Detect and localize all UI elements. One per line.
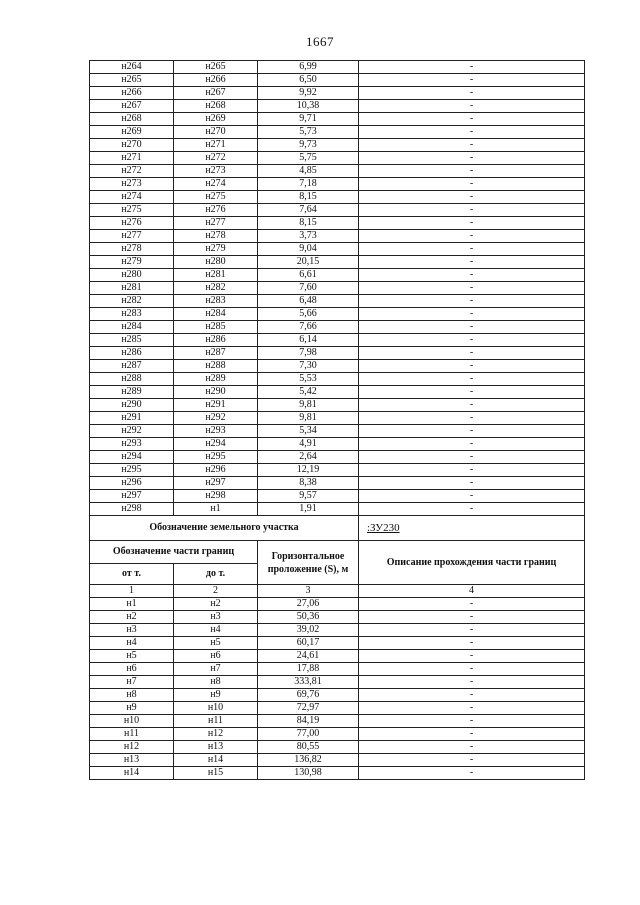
- cell-from-point: н265: [90, 74, 174, 87]
- table-row: [90, 87, 585, 100]
- cell-description: -: [359, 650, 585, 663]
- table-row: [90, 360, 585, 373]
- cell-from-point: н291: [90, 412, 174, 425]
- cell-from-point: н4: [90, 637, 174, 650]
- cell-from-point: н14: [90, 767, 174, 780]
- cell-description: -: [359, 611, 585, 624]
- cell-description: -: [359, 477, 585, 490]
- cell-length: 5,75: [258, 152, 359, 165]
- cell-from-point: н11: [90, 728, 174, 741]
- cell-from-point: н295: [90, 464, 174, 477]
- cell-from-point: н276: [90, 217, 174, 230]
- cell-from-point: н296: [90, 477, 174, 490]
- table-row: [90, 243, 585, 256]
- table-row: [90, 399, 585, 412]
- cell-length: 12,19: [258, 464, 359, 477]
- cell-to-point: н295: [174, 451, 258, 464]
- cell-from-point: н281: [90, 282, 174, 295]
- table-row: [90, 230, 585, 243]
- table-row: [90, 503, 585, 516]
- cell-to-point: н7: [174, 663, 258, 676]
- cell-length: 136,82: [258, 754, 359, 767]
- col-header-horizontal-length: Горизонтальное проложение (S), м: [258, 541, 359, 585]
- cell-from-point: н8: [90, 689, 174, 702]
- table-row: [90, 650, 585, 663]
- cell-from-point: н9: [90, 702, 174, 715]
- cell-length: 5,53: [258, 373, 359, 386]
- cell-from-point: н273: [90, 178, 174, 191]
- table-row: [90, 113, 585, 126]
- cell-to-point: н273: [174, 165, 258, 178]
- cell-description: -: [359, 100, 585, 113]
- cell-length: 7,66: [258, 321, 359, 334]
- cell-length: 8,38: [258, 477, 359, 490]
- cell-to-point: н15: [174, 767, 258, 780]
- cell-to-point: н271: [174, 139, 258, 152]
- cell-description: -: [359, 165, 585, 178]
- table-row: [90, 100, 585, 113]
- cell-from-point: н277: [90, 230, 174, 243]
- cell-to-point: н287: [174, 347, 258, 360]
- cell-length: 6,50: [258, 74, 359, 87]
- cell-length: 4,91: [258, 438, 359, 451]
- cell-length: 27,06: [258, 598, 359, 611]
- cell-from-point: н278: [90, 243, 174, 256]
- cell-from-point: н285: [90, 334, 174, 347]
- cell-length: 84,19: [258, 715, 359, 728]
- table-row: [90, 676, 585, 689]
- cell-description: -: [359, 269, 585, 282]
- cell-description: -: [359, 715, 585, 728]
- cell-length: 8,15: [258, 191, 359, 204]
- cell-description: -: [359, 728, 585, 741]
- cell-from-point: н7: [90, 676, 174, 689]
- cell-description: -: [359, 386, 585, 399]
- cell-to-point: н280: [174, 256, 258, 269]
- table-row: [90, 204, 585, 217]
- parcel-code: :ЗУ230: [359, 516, 585, 541]
- cell-description: -: [359, 152, 585, 165]
- table-row: [90, 663, 585, 676]
- cell-to-point: н8: [174, 676, 258, 689]
- cell-to-point: н284: [174, 308, 258, 321]
- cell-from-point: н293: [90, 438, 174, 451]
- table-row: [90, 347, 585, 360]
- cell-length: 4,85: [258, 165, 359, 178]
- cell-description: -: [359, 347, 585, 360]
- cell-to-point: н14: [174, 754, 258, 767]
- cell-to-point: н2: [174, 598, 258, 611]
- cell-from-point: н298: [90, 503, 174, 516]
- table-row: [90, 74, 585, 87]
- cell-from-point: н283: [90, 308, 174, 321]
- cell-length: 7,60: [258, 282, 359, 295]
- cell-to-point: н10: [174, 702, 258, 715]
- cell-from-point: н274: [90, 191, 174, 204]
- cell-length: 6,99: [258, 61, 359, 74]
- cell-description: -: [359, 464, 585, 477]
- cell-description: -: [359, 767, 585, 780]
- cell-from-point: н279: [90, 256, 174, 269]
- cell-length: 2,64: [258, 451, 359, 464]
- table-row: [90, 412, 585, 425]
- table-row: [90, 715, 585, 728]
- cell-description: -: [359, 676, 585, 689]
- cell-to-point: н285: [174, 321, 258, 334]
- cell-to-point: н279: [174, 243, 258, 256]
- cell-description: -: [359, 243, 585, 256]
- cell-to-point: н298: [174, 490, 258, 503]
- table-row: [90, 308, 585, 321]
- cell-to-point: н297: [174, 477, 258, 490]
- cell-length: 17,88: [258, 663, 359, 676]
- cell-length: 9,71: [258, 113, 359, 126]
- cell-to-point: н276: [174, 204, 258, 217]
- cell-from-point: н6: [90, 663, 174, 676]
- cell-to-point: н275: [174, 191, 258, 204]
- cell-length: 50,36: [258, 611, 359, 624]
- cell-from-point: н290: [90, 399, 174, 412]
- cell-description: -: [359, 204, 585, 217]
- cell-to-point: н272: [174, 152, 258, 165]
- cell-to-point: н265: [174, 61, 258, 74]
- cell-length: 39,02: [258, 624, 359, 637]
- cell-length: 5,66: [258, 308, 359, 321]
- cell-description: -: [359, 217, 585, 230]
- table-row: [90, 689, 585, 702]
- cell-length: 6,14: [258, 334, 359, 347]
- cell-to-point: н274: [174, 178, 258, 191]
- cell-from-point: н271: [90, 152, 174, 165]
- cell-description: -: [359, 663, 585, 676]
- parcel-label: Обозначение земельного участка: [90, 516, 359, 541]
- cell-to-point: н267: [174, 87, 258, 100]
- cell-length: 10,38: [258, 100, 359, 113]
- cell-from-point: н10: [90, 715, 174, 728]
- cell-length: 7,18: [258, 178, 359, 191]
- cell-from-point: н5: [90, 650, 174, 663]
- cell-from-point: н270: [90, 139, 174, 152]
- table-row: [90, 334, 585, 347]
- cell-from-point: н1: [90, 598, 174, 611]
- page-number: 1667: [306, 34, 334, 49]
- table-row: [90, 282, 585, 295]
- cell-description: -: [359, 689, 585, 702]
- cell-length: 5,34: [258, 425, 359, 438]
- cell-length: 24,61: [258, 650, 359, 663]
- cell-to-point: н288: [174, 360, 258, 373]
- cell-length: 1,91: [258, 503, 359, 516]
- cell-from-point: н289: [90, 386, 174, 399]
- cell-description: -: [359, 412, 585, 425]
- cell-to-point: н1: [174, 503, 258, 516]
- table-row: [90, 728, 585, 741]
- cell-to-point: н294: [174, 438, 258, 451]
- cell-description: -: [359, 598, 585, 611]
- cell-to-point: н283: [174, 295, 258, 308]
- table-row: [90, 702, 585, 715]
- cell-description: -: [359, 754, 585, 767]
- cell-description: -: [359, 191, 585, 204]
- cell-from-point: н12: [90, 741, 174, 754]
- cell-length: 6,48: [258, 295, 359, 308]
- cell-to-point: н11: [174, 715, 258, 728]
- cell-description: -: [359, 624, 585, 637]
- cell-description: -: [359, 399, 585, 412]
- cell-description: -: [359, 256, 585, 269]
- cell-to-point: н13: [174, 741, 258, 754]
- cell-from-point: н288: [90, 373, 174, 386]
- cell-from-point: н294: [90, 451, 174, 464]
- cell-description: -: [359, 295, 585, 308]
- cell-length: 9,04: [258, 243, 359, 256]
- col-header-part-boundaries: Обозначение части границ: [90, 541, 258, 564]
- table-row: [90, 611, 585, 624]
- cell-length: 7,98: [258, 347, 359, 360]
- cell-length: 130,98: [258, 767, 359, 780]
- cell-to-point: н289: [174, 373, 258, 386]
- table-row: [90, 598, 585, 611]
- parcel-header-block: [90, 516, 585, 598]
- cell-to-point: н12: [174, 728, 258, 741]
- table-row: [90, 269, 585, 282]
- cell-description: -: [359, 230, 585, 243]
- table-row: [90, 373, 585, 386]
- cell-to-point: н282: [174, 282, 258, 295]
- cell-to-point: н277: [174, 217, 258, 230]
- cell-from-point: н13: [90, 754, 174, 767]
- table-row: [90, 425, 585, 438]
- cell-from-point: н275: [90, 204, 174, 217]
- cell-to-point: н270: [174, 126, 258, 139]
- cell-from-point: н287: [90, 360, 174, 373]
- table-row: [90, 321, 585, 334]
- table-row: [90, 490, 585, 503]
- table-row: [90, 217, 585, 230]
- table-row: [90, 191, 585, 204]
- col-number-1: 1: [90, 585, 174, 598]
- cell-to-point: н5: [174, 637, 258, 650]
- cell-length: 8,15: [258, 217, 359, 230]
- cell-from-point: н282: [90, 295, 174, 308]
- table-row: [90, 61, 585, 74]
- table-row: [90, 451, 585, 464]
- cell-description: -: [359, 360, 585, 373]
- cell-from-point: н267: [90, 100, 174, 113]
- cell-from-point: н297: [90, 490, 174, 503]
- cell-length: 9,57: [258, 490, 359, 503]
- table-row: [90, 624, 585, 637]
- cell-from-point: н269: [90, 126, 174, 139]
- cell-to-point: н269: [174, 113, 258, 126]
- boundary-table-part1: [90, 61, 585, 516]
- cell-length: 20,15: [258, 256, 359, 269]
- cell-description: -: [359, 490, 585, 503]
- cell-to-point: н281: [174, 269, 258, 282]
- cell-from-point: н2: [90, 611, 174, 624]
- cell-description: -: [359, 425, 585, 438]
- cell-length: 7,30: [258, 360, 359, 373]
- table-row: [90, 386, 585, 399]
- boundary-table: [89, 60, 585, 780]
- cell-length: 7,64: [258, 204, 359, 217]
- table-row: [90, 178, 585, 191]
- cell-from-point: н264: [90, 61, 174, 74]
- cell-length: 80,55: [258, 741, 359, 754]
- cell-length: 72,97: [258, 702, 359, 715]
- cell-length: 5,73: [258, 126, 359, 139]
- cell-length: 9,81: [258, 399, 359, 412]
- cell-description: -: [359, 503, 585, 516]
- cell-description: -: [359, 113, 585, 126]
- cell-to-point: н266: [174, 74, 258, 87]
- col-number-3: 3: [258, 585, 359, 598]
- cell-from-point: н286: [90, 347, 174, 360]
- cell-description: -: [359, 61, 585, 74]
- table-row: [90, 767, 585, 780]
- cell-description: -: [359, 334, 585, 347]
- cell-description: -: [359, 87, 585, 100]
- cell-to-point: н3: [174, 611, 258, 624]
- table-row: [90, 741, 585, 754]
- cell-length: 9,92: [258, 87, 359, 100]
- table-row: [90, 754, 585, 767]
- table-row: [90, 139, 585, 152]
- cell-length: 60,17: [258, 637, 359, 650]
- table-row: [90, 637, 585, 650]
- cell-description: -: [359, 702, 585, 715]
- cell-to-point: н286: [174, 334, 258, 347]
- col-header-from: от т.: [90, 564, 174, 585]
- table-row: [90, 295, 585, 308]
- table-row: [90, 477, 585, 490]
- table-row: [90, 438, 585, 451]
- cell-length: 77,00: [258, 728, 359, 741]
- table-row: [90, 152, 585, 165]
- cell-description: -: [359, 308, 585, 321]
- cell-to-point: н4: [174, 624, 258, 637]
- cell-from-point: н280: [90, 269, 174, 282]
- col-header-description: Описание прохождения части границ: [359, 541, 585, 585]
- cell-description: -: [359, 451, 585, 464]
- table-row: [90, 464, 585, 477]
- cell-description: -: [359, 178, 585, 191]
- cell-description: -: [359, 741, 585, 754]
- cell-from-point: н266: [90, 87, 174, 100]
- col-header-to: до т.: [174, 564, 258, 585]
- cell-description: -: [359, 373, 585, 386]
- cell-from-point: н3: [90, 624, 174, 637]
- col-number-4: 4: [359, 585, 585, 598]
- col-number-2: 2: [174, 585, 258, 598]
- cell-description: -: [359, 637, 585, 650]
- cell-to-point: н9: [174, 689, 258, 702]
- cell-to-point: н296: [174, 464, 258, 477]
- cell-from-point: н272: [90, 165, 174, 178]
- cell-length: 9,81: [258, 412, 359, 425]
- cell-length: 9,73: [258, 139, 359, 152]
- cell-length: 3,73: [258, 230, 359, 243]
- cell-to-point: н291: [174, 399, 258, 412]
- cell-description: -: [359, 74, 585, 87]
- cell-description: -: [359, 126, 585, 139]
- cell-to-point: н292: [174, 412, 258, 425]
- table-row: [90, 256, 585, 269]
- cell-description: -: [359, 438, 585, 451]
- cell-to-point: н6: [174, 650, 258, 663]
- cell-description: -: [359, 321, 585, 334]
- boundary-table-part2: [90, 598, 585, 780]
- cell-length: 6,61: [258, 269, 359, 282]
- cell-from-point: н284: [90, 321, 174, 334]
- cell-description: -: [359, 139, 585, 152]
- cell-to-point: н268: [174, 100, 258, 113]
- cell-length: 5,42: [258, 386, 359, 399]
- cell-from-point: н292: [90, 425, 174, 438]
- cell-to-point: н278: [174, 230, 258, 243]
- cell-length: 69,76: [258, 689, 359, 702]
- cell-from-point: н268: [90, 113, 174, 126]
- table-row: [90, 126, 585, 139]
- cell-to-point: н290: [174, 386, 258, 399]
- cell-length: 333,81: [258, 676, 359, 689]
- cell-to-point: н293: [174, 425, 258, 438]
- cell-description: -: [359, 282, 585, 295]
- table-row: [90, 165, 585, 178]
